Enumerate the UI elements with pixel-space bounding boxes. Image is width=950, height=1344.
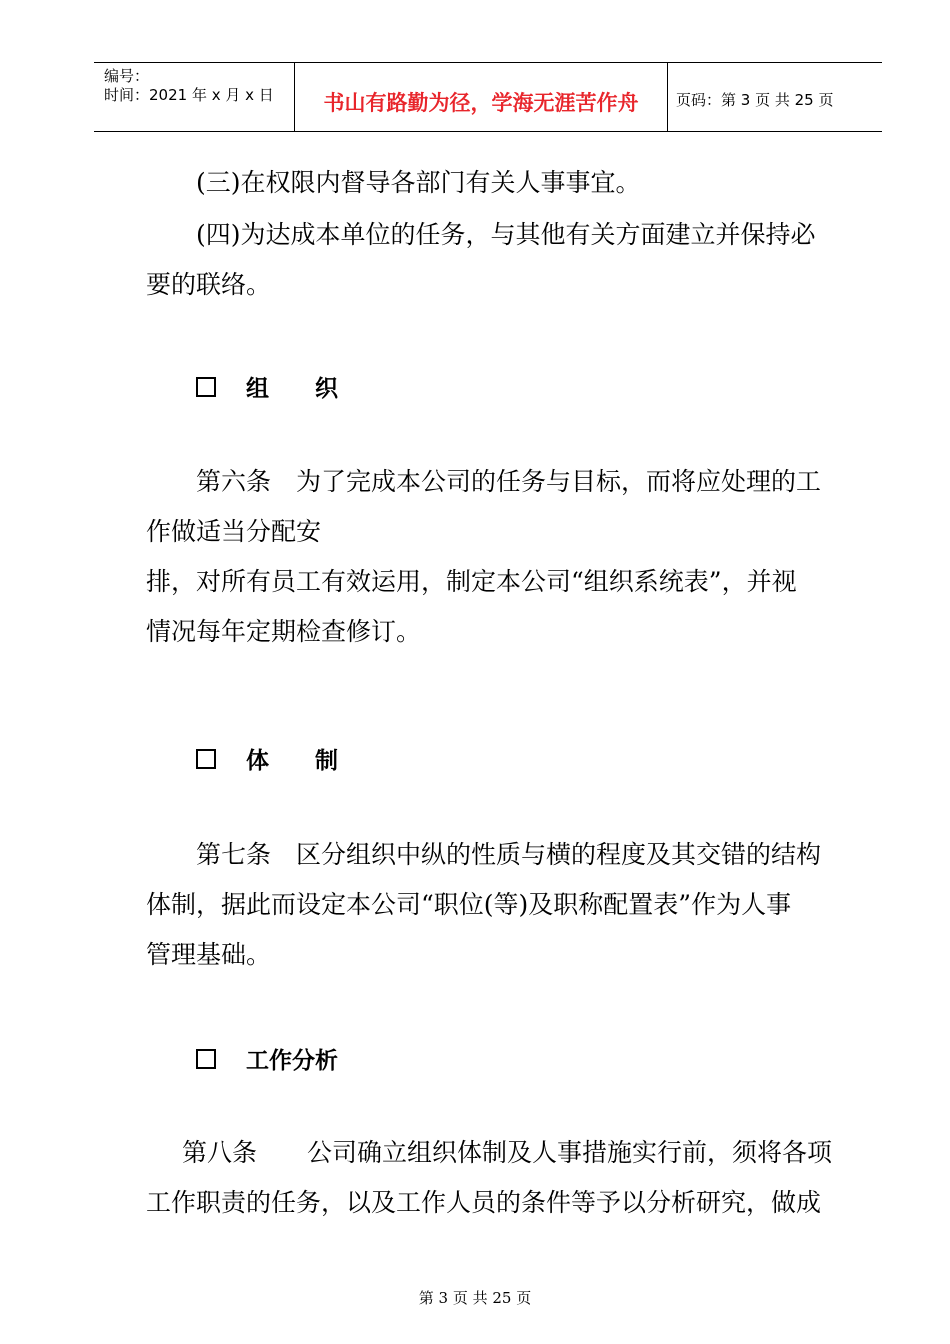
header-page-number: 页码：第 3 页 共 25 页 bbox=[676, 91, 834, 109]
article-7-line-3: 管理基础。 bbox=[146, 940, 272, 969]
article-8-line-2: 工作职责的任务，以及工作人员的条件等予以分析研究，做成 bbox=[146, 1188, 822, 1217]
header-meta-cell bbox=[94, 63, 295, 131]
paragraph-item-3: (三)在权限内督导各部门有关人事事宜。 bbox=[196, 168, 641, 197]
document-time-label: 时间：2021 年 x 月 x 日 bbox=[104, 86, 274, 104]
header-page-cell bbox=[668, 63, 882, 131]
page-footer: 第 3 页 共 25 页 bbox=[418, 1289, 532, 1307]
section-heading-job-analysis bbox=[196, 1042, 338, 1075]
article-6-line-3: 排，对所有员工有效运用，制定本公司“组织系统表”，并视 bbox=[146, 567, 797, 596]
section-heading-organization bbox=[196, 370, 338, 403]
page-header bbox=[94, 62, 882, 132]
section-heading-system bbox=[196, 742, 338, 775]
header-motto: 书山有路勤为径，学海无涯苦作舟 bbox=[323, 91, 639, 115]
article-7-line-1: 第七条 区分组织中纵的性质与横的程度及其交错的结构 bbox=[196, 840, 822, 869]
paragraph-item-4-line-2: 要的联络。 bbox=[146, 270, 272, 299]
article-6-line-4: 情况每年定期检查修订。 bbox=[146, 617, 422, 646]
article-6-line-2: 作做适当分配安 bbox=[146, 517, 322, 546]
article-6-line-1: 第六条 为了完成本公司的任务与目标，而将应处理的工 bbox=[196, 467, 822, 496]
article-8-line-1: 第八条 公司确立组织体制及人事措施实行前，须将各项 bbox=[182, 1138, 833, 1167]
paragraph-item-4-line-1: (四)为达成本单位的任务，与其他有关方面建立并保持必 bbox=[196, 220, 816, 249]
article-7-line-2: 体制，据此而设定本公司“职位(等)及职称配置表”作为人事 bbox=[146, 890, 792, 919]
section-heading-text: 组 织 bbox=[246, 376, 338, 402]
checkbox-square-icon bbox=[196, 1049, 216, 1069]
checkbox-square-icon bbox=[196, 749, 216, 769]
checkbox-square-icon bbox=[196, 377, 216, 397]
document-number-label: 编号： bbox=[104, 67, 150, 85]
header-motto-cell bbox=[295, 63, 668, 131]
section-heading-text: 工作分析 bbox=[246, 1048, 338, 1074]
section-heading-text: 体 制 bbox=[246, 748, 338, 774]
